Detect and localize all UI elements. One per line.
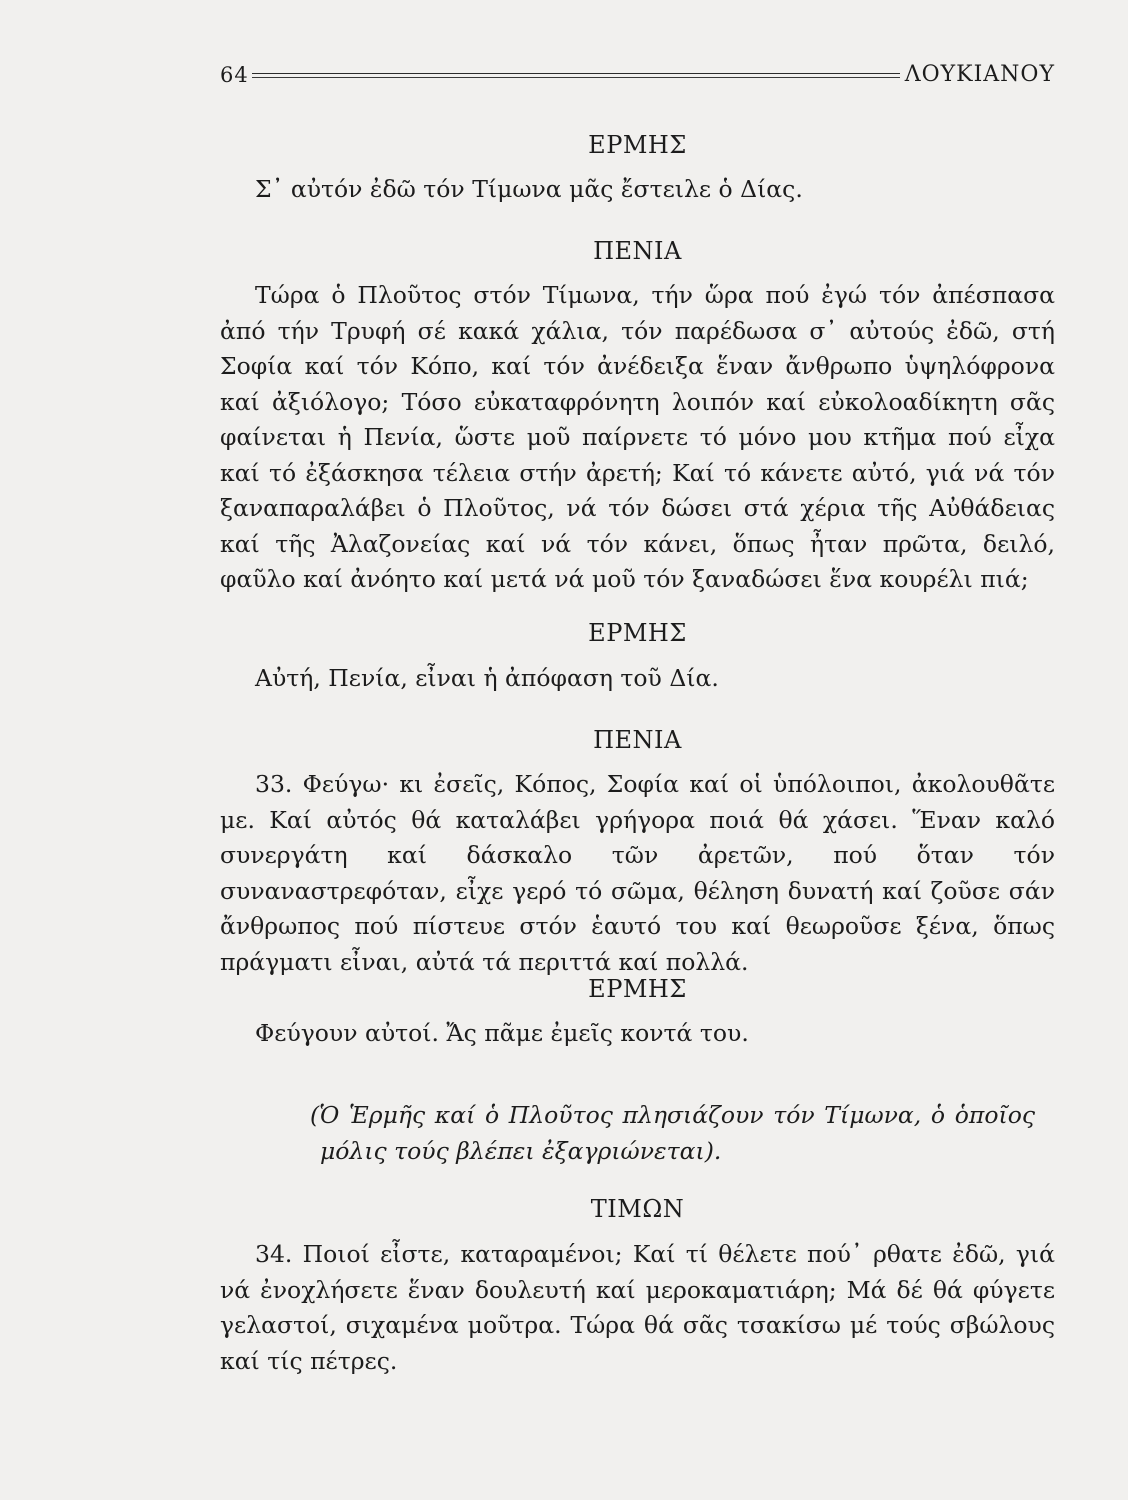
page-number: 64 (220, 63, 249, 87)
running-head (220, 60, 1055, 90)
header-rule (252, 73, 900, 74)
speaker-heading: ΕΡΜΗΣ (588, 619, 687, 647)
stage-direction: (Ὁ Ἑρμῆς καί ὁ Πλοῦτος πλησιάζουν τόν Τίμωνα, ὁ ὁποῖος μόλις τούς βλέπει ἐξαγριώνεται). (310, 1101, 1035, 1165)
speaker-heading: ΠΕΝΙΑ (593, 726, 682, 754)
dialogue-paragraph: Σ᾽ αὐτόν ἐδῶ τόν Τίμωνα μᾶς ἔστειλε ὁ Δίας. (255, 175, 803, 203)
speaker-heading: ΠΕΝΙΑ (593, 237, 682, 265)
speaker-heading: ΕΡΜΗΣ (588, 131, 687, 159)
dialogue-paragraph: 33. Φεύγω· κι ἐσεῖς, Κόπος, Σοφία καί οἱ ὑπόλοιποι, ἀκολουθᾶτε με. Καί αὐτός θά καταλάβει γρήγορα ποιά θά χάσει. Ἕναν καλό συνεργάτη καί δάσκαλο τῶν ἀρετῶν, πού ὅταν τόν συναναστρεφόταν, εἶχε γερό τό σῶμα, θέληση δυνατή καί ζοῦσε σάν ἄνθρωπος πού πίστευε στόν ἑαυτό του καί θεωροῦσε ξένα, ὅπως πράγματι εἶναι, αὐτά τά περιττά καί πολλά. (220, 770, 1055, 976)
dialogue-paragraph: 34. Ποιοί εἶστε, καταραμένοι; Καί τί θέλετε πού᾽ ρθατε ἐδῶ, γιά νά ἐνοχλήσετε ἕναν δουλευτή καί μεροκαματιάρη; Μά δέ θά φύγετε γελαστοί, σιχαμένα μοῦτρα. Τώρα θά σᾶς τσακίσω μέ τούς σβώλους καί τίς πέτρες. (220, 1240, 1055, 1375)
dialogue-paragraph: Φεύγουν αὐτοί. Ἄς πᾶμε ἐμεῖς κοντά του. (255, 1019, 749, 1047)
speaker-heading: ΤΙΜΩΝ (590, 1195, 685, 1223)
book-title: ΛΟΥΚΙΑΝΟΥ (904, 62, 1055, 87)
dialogue-paragraph: Αὐτή, Πενία, εἶναι ἡ ἀπόφαση τοῦ Δία. (255, 664, 719, 692)
header-rule-inner (252, 77, 900, 78)
dialogue-paragraph: Τώρα ὁ Πλοῦτος στόν Τίμωνα, τήν ὥρα πού ἐγώ τόν ἀπέσπασα ἀπό τήν Τρυφή σέ κακά χάλια, τόν παρέδωσα σ᾽ αὐτούς ἐδῶ, στή Σοφία καί τόν Κόπο, καί τόν ἀνέδειξα ἕναν ἄνθρωπο ὑψηλόφρονα καί ἀξιόλογο; Τόσο εὐκαταφρόνητη λοιπόν καί εὐκολοαδίκητη σᾶς φαίνεται ἡ Πενία, ὥστε μοῦ παίρνετε τό μόνο μου κτῆμα πού εἶχα καί τό ἐξάσκησα τέλεια στήν ἀρετή; Καί τό κάνετε αὐτό, γιά νά τόν ξαναπαραλάβει ὁ Πλοῦτος, νά τόν δώσει στά χέρια τῆς Αὐθάδειας καί τῆς Ἀλαζονείας καί νά τόν κάνει, ὅπως ἦταν πρῶτα, δειλό, φαῦλο καί ἀνόητο καί μετά νά μοῦ τόν ξαναδώσει ἕνα κουρέλι πιά; (220, 281, 1055, 593)
speaker-heading: ΕΡΜΗΣ (588, 975, 687, 1003)
